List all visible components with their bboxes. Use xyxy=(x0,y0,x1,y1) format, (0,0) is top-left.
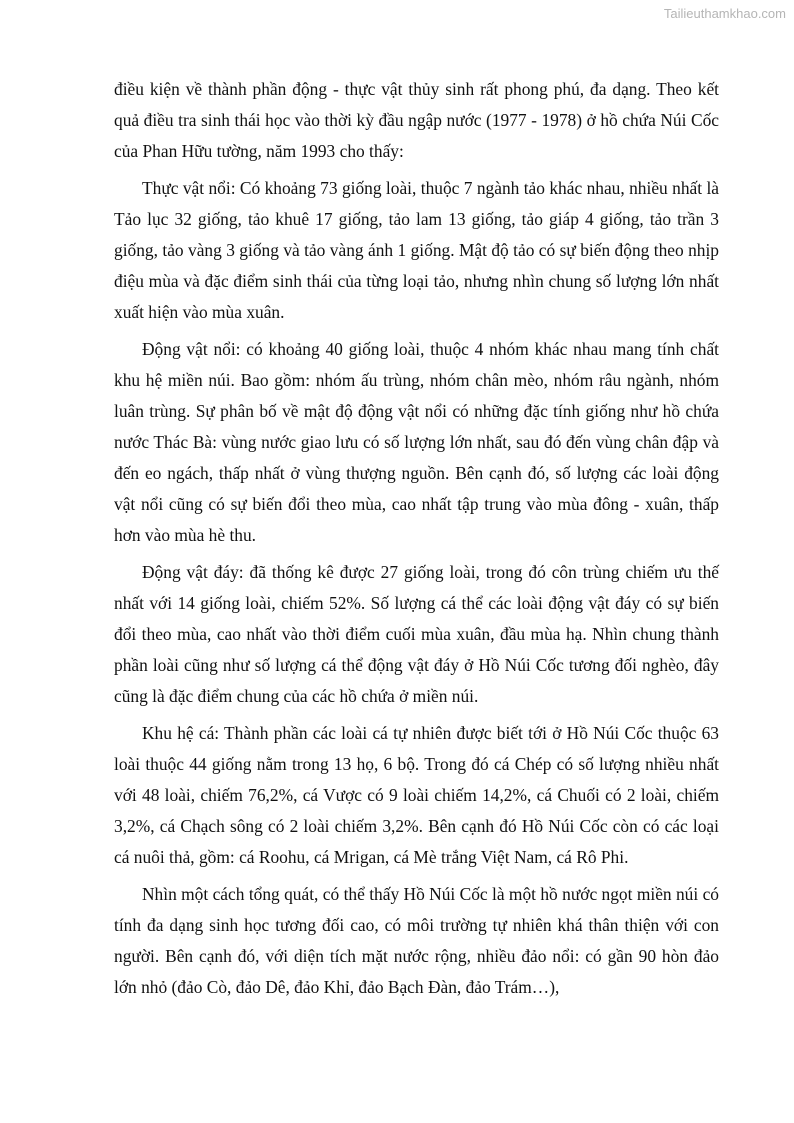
paragraph-zooplankton: Động vật nổi: có khoảng 40 giống loài, thuộc 4 nhóm khác nhau mang tính chất khu hệ miền núi. Bao gồm: nhóm ấu trùng, nhóm chân mèo, nhóm râu ngành, nhóm luân trùng. Sự phân bố về mật độ động vật nổi có những đặc tính giống như hồ chứa nước Thác Bà: vùng nước giao lưu có số lượng lớn nhất, sau đó đến vùng chân đập và đến eo ngách, thấp nhất ở vùng thượng nguồn. Bên cạnh đó, số lượng các loài động vật nổi cũng có sự biến đổi theo mùa, cao nhất tập trung vào mùa đông - xuân, thấp hơn vào mùa hè thu. xyxy=(114,339,719,545)
paragraph-summary: Nhìn một cách tổng quát, có thể thấy Hồ Núi Cốc là một hồ nước ngọt miền núi có tính đa dạng sinh học tương đối cao, có môi trường tự nhiên khá thân thiện với con người. Bên cạnh đó, với diện tích mặt nước rộng, nhiều đảo nổi: có gần 90 hòn đảo lớn nhỏ (đảo Cò, đảo Dê, đảo Khỉ, đảo Bạch Đàn, đảo Trám…), xyxy=(114,884,719,997)
paragraph-intro: điều kiện về thành phần động - thực vật thủy sinh rất phong phú, đa dạng. Theo kết quả điều tra sinh thái học vào thời kỳ đầu ngập nước (1977 - 1978) ở hồ chứa Núi Cốc của Phan Hữu tường, năm 1993 cho thấy: xyxy=(114,79,719,161)
paragraph-benthos: Động vật đáy: đã thống kê được 27 giống loài, trong đó côn trùng chiếm ưu thế nhất với 14 giống loài, chiếm 52%. Số lượng cá thể các loài động vật đáy có sự biến đổi theo mùa, cao nhất vào thời điểm cuối mùa xuân, đầu mùa hạ. Nhìn chung thành phần loài cũng như số lượng cá thể động vật đáy ở Hồ Núi Cốc tương đối nghèo, đây cũng là đặc điểm chung của các hồ chứa ở miền núi. xyxy=(114,562,719,706)
paragraph-fish: Khu hệ cá: Thành phần các loài cá tự nhiên được biết tới ở Hồ Núi Cốc thuộc 63 loài thuộc 44 giống nằm trong 13 họ, 6 bộ. Trong đó cá Chép có số lượng nhiều nhất với 48 loài, chiếm 76,2%, cá Vược có 9 loài chiếm 14,2%, cá Chuối có 2 loài, chiếm 3,2%, cá Chạch sông có 2 loài chiếm 3,2%. Bên cạnh đó Hồ Núi Cốc còn có các loại cá nuôi thả, gồm: cá Roohu, cá Mrigan, cá Mè trắng Việt Nam, cá Rô Phi. xyxy=(114,723,719,867)
watermark: Tailieuthamkhao.com xyxy=(663,6,786,21)
paragraph-phytoplankton: Thực vật nổi: Có khoảng 73 giống loài, thuộc 7 ngành tảo khác nhau, nhiều nhất là Tảo lục 32 giống, tảo khuê 17 giống, tảo lam 13 giống, tảo giáp 4 giống, tảo trần 3 giống, tảo vàng 3 giống và tảo vàng ánh 1 giống. Mật độ tảo có sự biến động theo nhịp điệu mùa và đặc điểm sinh thái của từng loại tảo, nhưng nhìn chung số lượng lớn nhất xuất hiện vào mùa xuân. xyxy=(114,178,719,322)
document-page xyxy=(114,74,719,1009)
